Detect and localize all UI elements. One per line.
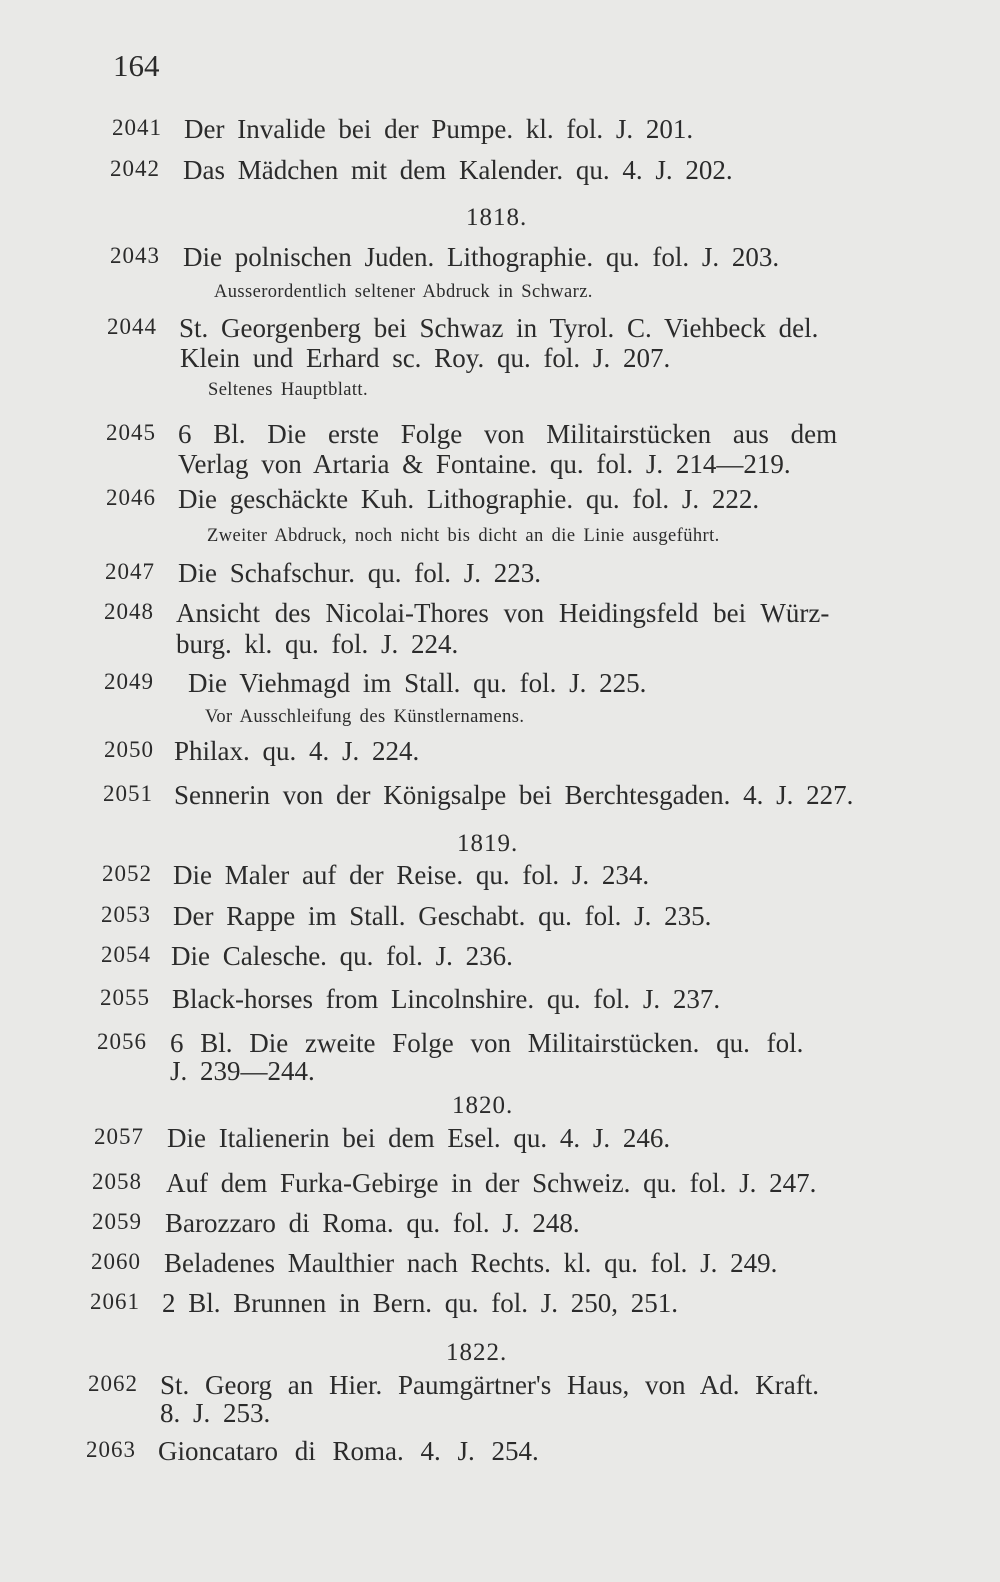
entry-text: Verlag von Artaria & Fontaine. qu. fol. J. 214—219. [178,449,791,479]
entry-note: Zweiter Abdruck, noch nicht bis dicht an die Linie ausgeführt. [207,526,720,546]
entry-text: Beladenes Maulthier nach Rechts. kl. qu. fol. J. 249. [164,1248,778,1278]
entry-text: Das Mädchen mit dem Kalender. qu. 4. J. 202. [183,155,733,185]
entry-number: 2062 [88,1371,138,1396]
entry-note: Ausserordentlich seltener Abdruck in Schwarz. [214,282,593,302]
year-heading: 1822. [446,1339,508,1366]
entry-number: 2055 [100,985,150,1010]
entry-text: Gioncataro di Roma. 4. J. 254. [158,1436,539,1466]
entry-text: Barozzaro di Roma. qu. fol. J. 248. [165,1208,580,1238]
entry-number: 2046 [106,485,156,510]
entry-number: 2058 [92,1169,142,1194]
entry-number: 2051 [103,781,153,806]
entry-number: 2057 [94,1124,144,1149]
entry-text: Die polnischen Juden. Lithographie. qu. fol. J. 203. [183,242,780,272]
entry-text: Die Schafschur. qu. fol. J. 223. [178,558,541,588]
entry-number: 2049 [104,669,154,694]
entry-number: 2043 [110,243,160,268]
entry-number: 2044 [107,314,157,339]
entry-number: 2042 [110,156,160,181]
entry-number: 2048 [104,599,154,624]
entry-number: 2045 [106,420,156,445]
entry-number: 2047 [105,559,155,584]
entry-text: St. Georgenberg bei Schwaz in Tyrol. C. Viehbeck del. [179,313,819,343]
entry-text: Die Maler auf der Reise. qu. fol. J. 234. [173,860,650,890]
entry-number: 2054 [101,942,151,967]
year-heading: 1820. [452,1092,514,1119]
entry-text: burg. kl. qu. fol. J. 224. [176,629,459,659]
entry-number: 2050 [104,737,154,762]
entry-text: Philax. qu. 4. J. 224. [174,736,420,766]
entry-text: J. 239—244. [170,1056,315,1086]
year-heading: 1818. [466,204,528,231]
entry-text: Der Invalide bei der Pumpe. kl. fol. J. 201. [184,114,694,144]
entry-number: 2052 [102,861,152,886]
entry-number: 2059 [92,1209,142,1234]
entry-number: 2063 [86,1437,136,1462]
entry-text: 2 Bl. Brunnen in Bern. qu. fol. J. 250, 251. [162,1288,678,1318]
entry-number: 2060 [91,1249,141,1274]
entry-number: 2053 [101,902,151,927]
entry-number: 2056 [97,1029,147,1054]
entry-number: 2061 [90,1289,140,1314]
entry-text: Die geschäckte Kuh. Lithographie. qu. fol. J. 222. [178,484,760,514]
entry-text: Auf dem Furka-Gebirge in der Schweiz. qu. fol. J. 247. [166,1168,817,1198]
page-number: 164 [113,48,160,83]
entry-note: Seltenes Hauptblatt. [208,380,368,400]
entry-text: Der Rappe im Stall. Geschabt. qu. fol. J. 235. [173,901,712,931]
entry-text: Die Italienerin bei dem Esel. qu. 4. J. 246. [167,1123,671,1153]
entry-text: 6 Bl. Die erste Folge von Militairstücken aus dem [178,419,838,449]
entry-number: 2041 [112,115,162,140]
entry-text: Die Calesche. qu. fol. J. 236. [171,941,513,971]
entry-note: Vor Ausschleifung des Künstlernamens. [205,707,525,727]
entry-text: Klein und Erhard sc. Roy. qu. fol. J. 207. [180,343,671,373]
year-heading: 1819. [457,830,519,857]
entry-text: Black-horses from Lincolnshire. qu. fol. J. 237. [172,984,721,1014]
entry-text: 8. J. 253. [160,1398,271,1428]
entry-text: 6 Bl. Die zweite Folge von Militairstücken. qu. fol. [170,1028,804,1058]
entry-text: St. Georg an Hier. Paumgärtner's Haus, von Ad. Kraft. [160,1370,820,1400]
entry-text: Die Viehmagd im Stall. qu. fol. J. 225. [188,668,647,698]
entry-text: Ansicht des Nicolai-Thores von Heidingsfeld bei Würz- [176,598,830,628]
entry-text: Sennerin von der Königsalpe bei Berchtesgaden. 4. J. 227. [174,780,854,810]
